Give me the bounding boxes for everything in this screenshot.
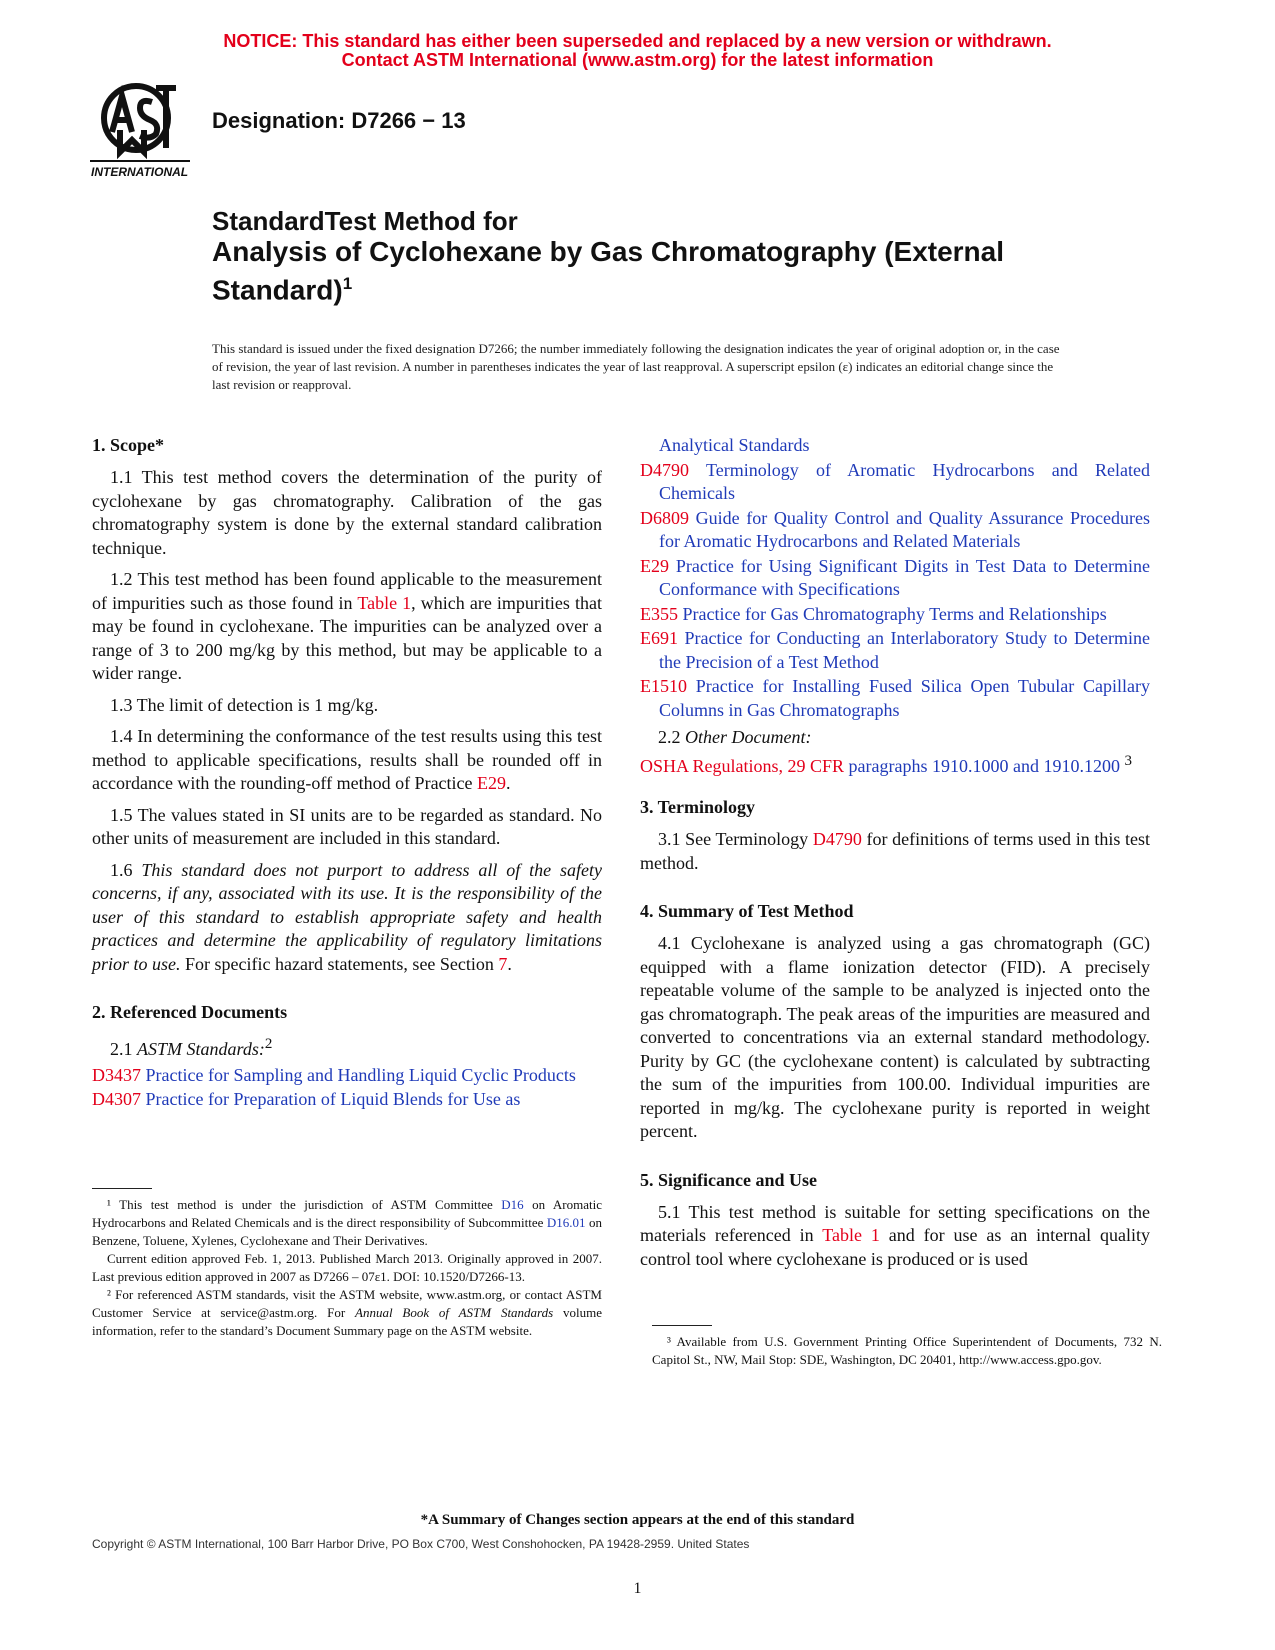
footnotes-left xyxy=(92,1196,602,1340)
reference-item[interactable]: D4790 Terminology of Aromatic Hydrocarbons and Related Chemicals xyxy=(640,459,1150,503)
paragraph-1-5: 1.5 The values stated in SI units are to be regarded as standard. No other units of measurement are included in this standard. xyxy=(92,804,602,848)
footnote-rule xyxy=(652,1325,712,1326)
paragraph-5-1: 5.1 This test method is suitable for setting specifications on the materials referenced in Table 1 and for use as an internal quality control tool where cyclohexane is produced or is used xyxy=(640,1201,1150,1269)
e29-link[interactable]: E29 xyxy=(477,773,507,793)
d16-link[interactable]: D16 xyxy=(501,1197,524,1212)
paragraph-1-2: 1.2 This test method has been found applicable to the measurement of impurities such as those found in Table 1, which are impurities that may be found in cyclohexane. The impurities can be analyzed over a range of 3 to 200 mg/kg by this method, but may be applicable to a wider range. xyxy=(92,569,603,683)
notice-line-1: NOTICE: This standard has either been superseded and replaced by a new version or withdrawn. xyxy=(223,31,1052,51)
section-heading-summary: 4. Summary of Test Method xyxy=(640,901,854,921)
paragraph-1-4: 1.4 In determining the conformance of the test results using this test method to applicable specifications, results shall be rounded off in accordance with the rounding-off method of Practice E29. xyxy=(92,726,602,793)
footnote-2: ² For referenced ASTM standards, visit the ASTM website, www.astm.org, or contact ASTM Customer Service at service@astm.org. For Annual Book of ASTM Standards volume information, refer to the standard’s Document Summary page on the ASTM website. xyxy=(92,1287,603,1338)
reference-item[interactable]: E29 Practice for Using Significant Digits in Test Data to Determine Conformance with Specifications xyxy=(640,555,1150,599)
footnote-1: ¹ This test method is under the jurisdiction of ASTM Committee D16 on Aromatic Hydrocarbons and Related Chemicals and is the direct responsibility of Subcommittee D16.01 on Benzene, Toluene, Xylenes, Cyclohexane and Their Derivatives. xyxy=(92,1197,602,1248)
designation: Designation: D7266 − 13 xyxy=(212,108,466,133)
reference-item[interactable]: E1510 Practice for Installing Fused Silica Open Tubular Capillary Columns in Gas Chromatographs xyxy=(640,676,1151,720)
title-line-2: Analysis of Cyclohexane by Gas Chromatography (External Standard) xyxy=(212,236,1005,306)
logo-text: INTERNATIONAL xyxy=(91,165,189,179)
paragraph-2-1: 2.1 ASTM Standards:$^2$ xyxy=(110,1036,273,1059)
d16-01-link[interactable]: D16.01 xyxy=(546,1215,586,1230)
ref-d4307-text-end: Analytical Standards xyxy=(659,435,810,455)
copyright: Copyright © ASTM International, 100 Barr Harbor Drive, PO Box C700, West Conshohocken, PA 19428-2959. United States xyxy=(92,1537,750,1551)
paragraph-1-6: 1.6 This standard does not purport to address all of the safety concerns, if any, associated with its use. It is the responsibility of the user of this standard to establish appropriate safety and health practices and determine the applicability of regulatory limitations prior to use. For specific hazard statements, see Section 7. xyxy=(92,859,603,974)
astm-logo-icon xyxy=(90,78,200,180)
paragraph-2-2: 2.2 Other Document: xyxy=(658,727,812,747)
footnotes-right xyxy=(652,1333,1162,1369)
reference-item[interactable]: E355 Practice for Gas Chromatography Terms and Relationships xyxy=(640,603,1107,624)
reference-item-continued[interactable] xyxy=(640,434,1150,458)
right-column xyxy=(640,434,1150,1279)
osha-reference[interactable]: OSHA Regulations, 29 CFR paragraphs 1910.1000 and 1910.1200 $^3$ xyxy=(640,752,1132,776)
paragraph-3-1: 3.1 See Terminology D4790 for definitions of terms used in this test method. xyxy=(640,829,1150,873)
table-1-link[interactable]: Table 1 xyxy=(357,592,412,613)
reference-item[interactable]: D3437 Practice for Sampling and Handling Liquid Cyclic Products xyxy=(92,1064,576,1085)
issue-note: This standard is issued under the fixed designation D7266; the number immediately following the designation indicates the year of original adoption or, in the case of revision, the year of last revision. A number in parentheses indicates the year of last reapproval. A superscript epsilon (ε) indicates an editorial change since the last revision or reapproval. xyxy=(212,341,1060,392)
section-heading-significance: 5. Significance and Use xyxy=(640,1169,818,1190)
page-number: 1 xyxy=(633,1580,642,1597)
paragraph-1-3: 1.3 The limit of detection is 1 mg/kg. xyxy=(110,694,379,715)
section-heading-scope: 1. Scope* xyxy=(92,435,164,455)
section-7-link[interactable]: 7 xyxy=(498,953,508,974)
document-title xyxy=(212,236,1092,306)
withdrawal-notice xyxy=(0,32,1275,70)
footnote-3: ³ Available from U.S. Government Printing Office Superintendent of Documents, 732 N. Capitol St., NW, Mail Stop: SDE, Washington, DC 20401, http://www.access.gpo.gov. xyxy=(652,1334,1162,1367)
left-column xyxy=(92,434,602,1113)
section-heading-terminology: 3. Terminology xyxy=(640,797,756,817)
reference-item[interactable]: E691 Practice for Conducting an Interlaboratory Study to Determine the Precision of a Test Method xyxy=(640,628,1150,672)
d4790-link[interactable]: D4790 xyxy=(812,829,862,849)
title-footnote-ref: 1 xyxy=(342,274,353,293)
paragraph-4-1: 4.1 Cyclohexane is analyzed using a gas chromatograph (GC) equipped with a flame ionization detector (FID). A precisely repeatable volume of the sample to be analyzed is injected onto the gas chromatograph. The peak areas of the impurities are measured and converted to concentrations via an external standard methodology. Purity by GC (the cyclohexane content) is calculated by subtracting the sum of the impurities from 100.00. Individual impurities are reported in mg/kg. The cyclohexane purity is reported in weight percent. xyxy=(640,933,1150,1141)
table-1-link[interactable]: Table 1 xyxy=(822,1225,880,1245)
paragraph-1-1: 1.1 This test method covers the determination of the purity of cyclohexane by gas chromatography. Calibration of the gas chromatography system is done by the external standard calibration technique. xyxy=(92,467,602,558)
section-heading-referenced-documents: 2. Referenced Documents xyxy=(92,1002,288,1022)
reference-item[interactable]: D4307 Practice for Preparation of Liquid Blends for Use as xyxy=(92,1089,521,1109)
ref-d4307-text-part: Practice for Preparation of Liquid Blends for Use as xyxy=(145,1089,521,1109)
footnote-1-edition: Current edition approved Feb. 1, 2013. Published March 2013. Originally approved in 2007. Last previous edition approved in 2007 as D7266 – 07ε1. DOI: 10.1520/D7266-13. xyxy=(92,1251,602,1284)
title-line-1: StandardTest Method for xyxy=(212,206,518,236)
footnote-rule xyxy=(92,1188,152,1189)
summary-of-changes-note: *A Summary of Changes section appears at the end of this standard xyxy=(420,1512,855,1528)
notice-line-2: Contact ASTM International (www.astm.org) for the latest information xyxy=(341,50,934,70)
reference-item[interactable]: D6809 Guide for Quality Control and Quality Assurance Procedures for Aromatic Hydrocarbons and Related Materials xyxy=(640,507,1150,551)
